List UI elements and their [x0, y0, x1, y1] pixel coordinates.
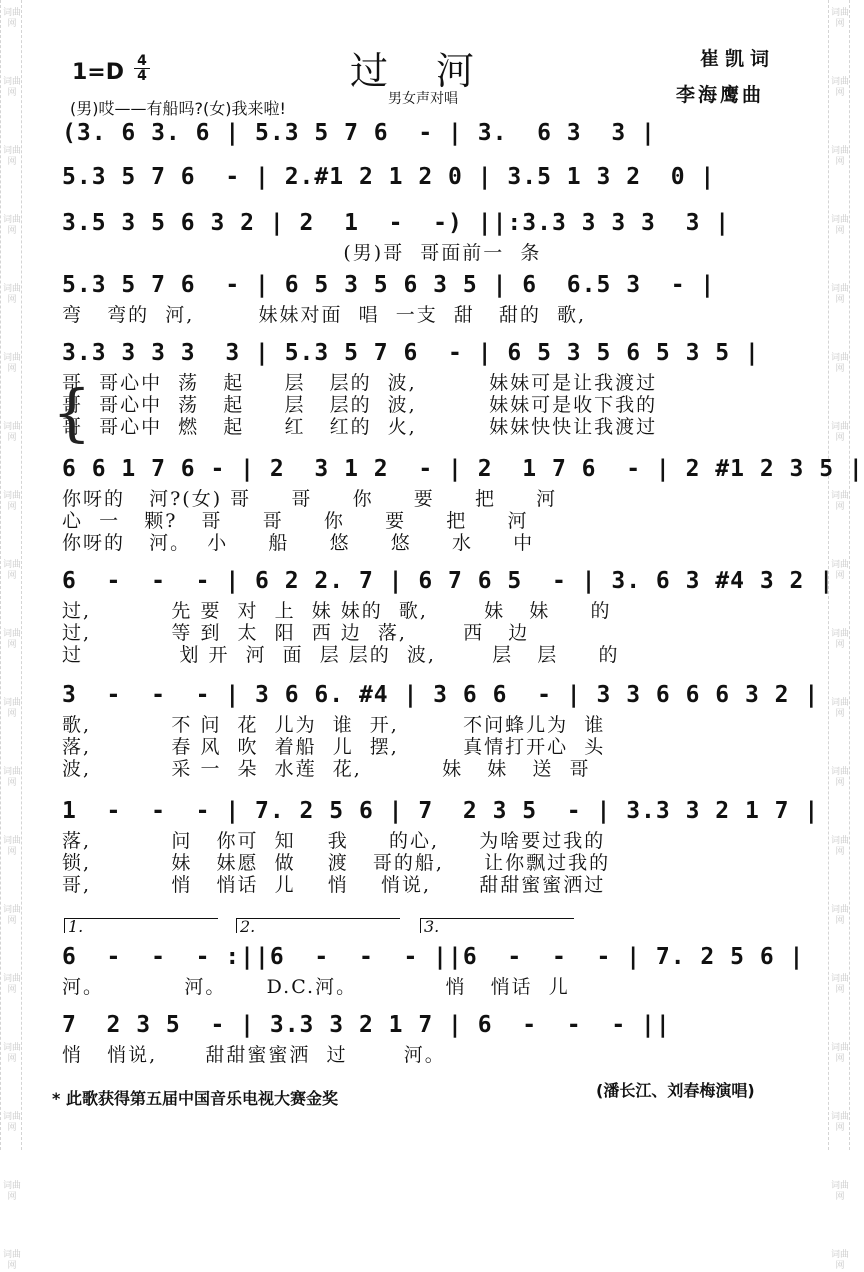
notation-line: 6 6 1 7 6 - | 2 3 1 2 - | 2 1 7 6 - | 2 #1 2 3 5 | [62, 456, 864, 482]
watermark-text: 词曲网 [2, 1181, 21, 1202]
ending-1-bracket [64, 917, 218, 936]
lyric-line: 波, 采 一 朵 水莲 花, 妹 妹 送 哥 [62, 758, 591, 780]
lyric-line: 哥 哥心中 荡 起 层 层的 波, 妹妹可是收下我的 [62, 394, 658, 416]
watermark-text: 词曲网 [2, 629, 21, 650]
watermark-strip-left [0, 0, 22, 1271]
lyric-line: 你呀的 河。 小 船 悠 悠 水 中 [62, 532, 535, 554]
notation-line: 6 - - - :||6 - - - ||6 - - - | 7. 2 5 6 | [62, 944, 805, 970]
watermark-text: 词曲网 [2, 491, 21, 512]
watermark-text: 词曲网 [830, 1181, 849, 1202]
watermark-text: 词曲网 [830, 8, 849, 29]
watermark-text: 词曲网 [830, 836, 849, 857]
watermark-text: 词曲网 [830, 629, 849, 650]
lyric-line: 哥 哥心中 荡 起 层 层的 波, 妹妹可是让我渡过 [62, 372, 658, 394]
lyric-line: 歌, 不 问 花 儿为 谁 开, 不问蜂儿为 谁 [62, 714, 606, 736]
lyric-line: 过 划 开 河 面 层 层的 波, 层 层 的 [62, 644, 620, 666]
watermark-text: 词曲网 [830, 1043, 849, 1064]
watermark-text: 词曲网 [2, 77, 21, 98]
performers-credit: (潘长江、刘春梅演唱) [596, 1081, 755, 1100]
watermark-text: 词曲网 [830, 77, 849, 98]
meter-bottom: 4 [134, 68, 150, 83]
lyric-line: 哥, 悄 悄话 儿 悄 悄说, 甜甜蜜蜜洒过 [62, 874, 606, 896]
watermark-text: 词曲网 [830, 1250, 849, 1271]
notation-line: 1 - - - | 7. 2 5 6 | 7 2 3 5 - | 3.3 3 2 1 7 | [62, 798, 820, 824]
key-signature: 1=D [72, 60, 125, 85]
award-footnote: * 此歌获得第五届中国音乐电视大赛金奖 [52, 1089, 338, 1108]
watermark-text: 词曲网 [2, 8, 21, 29]
ending-3-label: 3. [424, 917, 440, 936]
notation-line: 3.5 3 5 6 3 2 | 2 1 - -) ||:3.3 3 3 3 3 | [62, 210, 731, 236]
lyric-line: 过, 先 要 对 上 妹 妹的 歌, 妹 妹 的 [62, 600, 612, 622]
watermark-text: 词曲网 [2, 353, 21, 374]
notation-line: 3.3 3 3 3 3 | 5.3 5 7 6 - | 6 5 3 5 6 5 3 5 | [62, 340, 760, 366]
notation-line: 5.3 5 7 6 - | 6 5 3 5 6 3 5 | 6 6.5 3 - | [62, 272, 716, 298]
lyric-line: 悄 悄说, 甜甜蜜蜜洒 过 河。 [62, 1044, 446, 1066]
watermark-text: 词曲网 [2, 146, 21, 167]
score-system [62, 162, 792, 202]
watermark-text: 词曲网 [2, 836, 21, 857]
meter-top: 4 [137, 53, 147, 69]
verse-brace: { [52, 376, 92, 449]
intro-dialogue: (男)哎——有船吗?(女)我来啦! [70, 99, 286, 118]
watermark-text: 词曲网 [2, 1043, 21, 1064]
lyric-line: 落, 问 你可 知 我 的心, 为啥要过我的 [62, 830, 606, 852]
watermark-text: 词曲网 [2, 284, 21, 305]
watermark-text: 词曲网 [2, 767, 21, 788]
notation-line: (3. 6 3. 6 | 5.3 5 7 6 - | 3. 6 3 3 | [62, 120, 656, 146]
watermark-text: 词曲网 [2, 698, 21, 719]
watermark-text: 词曲网 [830, 1112, 849, 1133]
lyric-line: 落, 春 风 吹 着船 儿 摆, 真情打开心 头 [62, 736, 606, 758]
watermark-text: 词曲网 [830, 767, 849, 788]
watermark-text: 词曲网 [2, 905, 21, 926]
watermark-text: 词曲网 [2, 974, 21, 995]
lyric-line: 哥 哥心中 燃 起 红 红的 火, 妹妹快快让我渡过 [62, 416, 658, 438]
lyric-line: 锁, 妹 妹愿 做 渡 哥的船, 让你飘过我的 [62, 852, 611, 874]
watermark-text: 词曲网 [830, 422, 849, 443]
lyricist-credit: 崔凯词 [700, 48, 776, 70]
lyric-line: 心 一 颗? 哥 哥 你 要 把 河 [62, 510, 529, 532]
ending-1-label: 1. [68, 917, 84, 936]
notation-line: 6 - - - | 6 2 2. 7 | 6 7 6 5 - | 3. 6 3 #4 3 2 | [62, 568, 835, 594]
lyric-line: 河。 河。 D.C.河。 悄 悄话 儿 [62, 976, 570, 998]
watermark-text: 词曲网 [830, 974, 849, 995]
watermark-text: 词曲网 [830, 353, 849, 374]
lyric-line: 过, 等 到 太 阳 西 边 落, 西 边 [62, 622, 530, 644]
ending-2-label: 2. [240, 917, 256, 936]
watermark-text: 词曲网 [830, 905, 849, 926]
notation-line: 3 - - - | 3 6 6. #4 | 3 6 6 - | 3 3 6 6 6 3 2 | [62, 682, 820, 708]
song-title: 过河 [350, 49, 523, 93]
watermark-text: 词曲网 [2, 422, 21, 443]
watermark-text: 词曲网 [2, 1250, 21, 1271]
watermark-text: 词曲网 [830, 215, 849, 236]
ending-2-bracket [236, 917, 400, 936]
watermark-text: 词曲网 [2, 1112, 21, 1133]
watermark-text: 词曲网 [830, 698, 849, 719]
watermark-text: 词曲网 [830, 284, 849, 305]
watermark-text: 词曲网 [830, 560, 849, 581]
lyric-line: 你呀的 河?(女) 哥 哥 你 要 把 河 [62, 488, 558, 510]
composer-credit: 李海鹰曲 [676, 84, 765, 106]
ending-3-bracket [420, 917, 574, 936]
watermark-text: 词曲网 [2, 560, 21, 581]
lyric-line: (男)哥 哥面前一 条 [62, 242, 542, 264]
lyric-line: 弯 弯的 河, 妹妹对面 唱 一支 甜 甜的 歌, [62, 304, 587, 326]
notation-line: 7 2 3 5 - | 3.3 3 2 1 7 | 6 - - - || [62, 1012, 671, 1038]
watermark-text: 词曲网 [830, 491, 849, 512]
watermark-text: 词曲网 [830, 146, 849, 167]
score-system [62, 118, 792, 158]
watermark-text: 词曲网 [2, 215, 21, 236]
song-subtitle: 男女声对唱 [388, 91, 458, 107]
notation-line: 5.3 5 7 6 - | 2.#1 2 1 2 0 | 3.5 1 3 2 0 | [62, 164, 716, 190]
time-signature [134, 54, 150, 83]
